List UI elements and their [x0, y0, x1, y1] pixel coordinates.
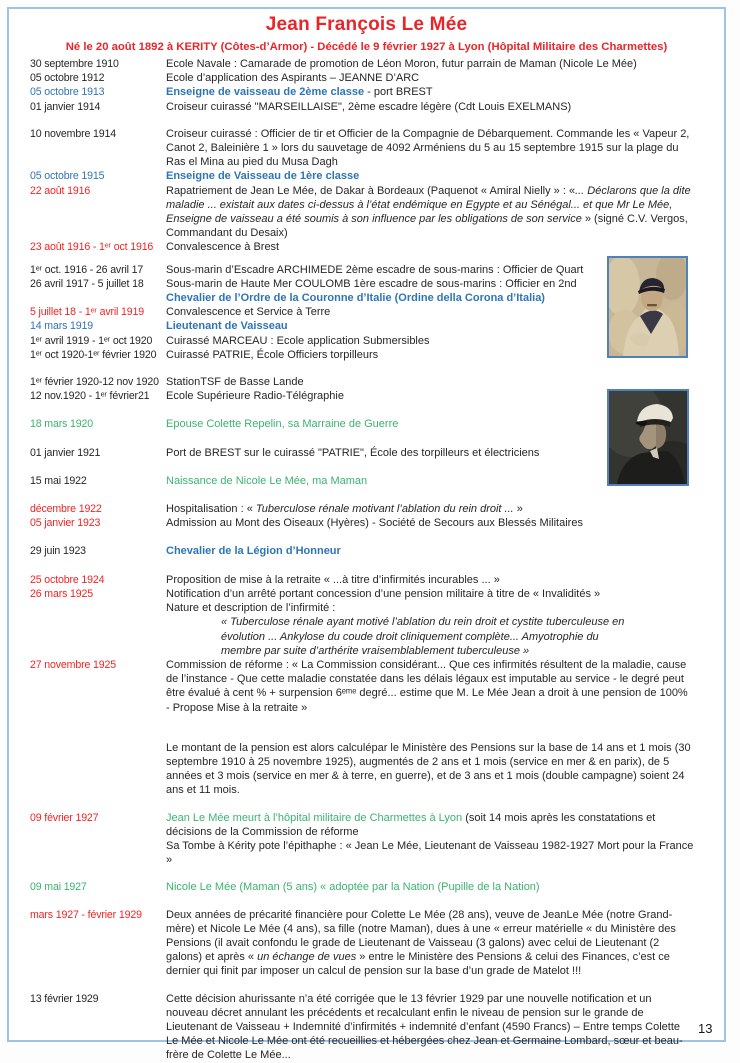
timeline-row	[9, 57, 724, 71]
timeline-text-segment: Tuberculose rénale motivant l’ablation du rein droit ...	[255, 503, 514, 516]
timeline-text-segment: Convalescence à Brest	[166, 241, 280, 254]
timeline-row	[9, 992, 724, 1063]
timeline-text-segment: Nature et description de l’infirmité :	[166, 602, 336, 615]
timeline-date: 26 avril 1917 - 5 juillet 18	[30, 277, 144, 290]
timeline-text-segment: Sous-marin d’Escadre ARCHIMEDE 2ème escadre de sous-marins : Officier de Quart	[166, 263, 584, 276]
timeline-date: 13 février 1929	[30, 992, 99, 1005]
timeline-text	[166, 587, 694, 658]
timeline-text-segment: Croiseur cuirassé "MARSEILLAISE", 2ème escadre légère (Cdt Louis EXELMANS)	[166, 100, 572, 113]
timeline-text	[166, 57, 694, 71]
timeline-row	[9, 169, 724, 183]
timeline-text	[166, 544, 694, 558]
officer-portrait-photo	[607, 389, 689, 486]
timeline-text	[166, 184, 694, 241]
timeline-row	[9, 908, 724, 979]
timeline-text-segment: Deux années de précarité financière pour Colette Le Mée (28 ans), veuve de JeanLe Mée (notre Grand-mère) et Nicole Le Mée (4 ans), sa fille (notre Maman), dues à une « erreur matérielle « du Ministère des Pensions (il avait confondu le grade de Lieutenant de Vaisseau (3 galons) avec celui de Lieutenant (2 galons) et après «	[166, 908, 676, 964]
timeline-row	[9, 184, 724, 241]
timeline-date: 12 nov.1920 - 1ᵉʳ février21	[30, 390, 150, 403]
timeline-text-segment: Proposition de mise à la retraite « ...à titre d’infirmités incurables ... »	[166, 573, 500, 586]
timeline-date: 5 juillet 18 - 1ᵉʳ avril 1919	[30, 306, 145, 319]
timeline-text	[166, 741, 694, 798]
timeline-row	[9, 658, 724, 715]
timeline-date: 18 mars 1920	[30, 418, 93, 431]
timeline-text-segment: Notification d’un arrêté portant concession d’une pension militaire à titre de « Invalidités »	[166, 587, 601, 600]
timeline-text-segment: » (signé C.V. Vergos, Commandant du Desaix)	[166, 213, 688, 240]
timeline-text	[166, 573, 694, 587]
timeline-text-segment: - port BREST	[364, 86, 433, 99]
timeline-text	[166, 908, 694, 979]
timeline-text-segment: Ecole Navale : Camarade de promotion de Léon Moron, futur parrain de Maman (Nicole Le Mée)	[166, 58, 637, 70]
timeline-text	[166, 880, 694, 894]
timeline-text-segment: Commission de réforme : « La Commission considérant... Que ces infirmités résultent de la maladie, cause de l’instance - Que cette maladie constatée dans les délais légaux est imputable au service - le degré peut être évalué à cent % + surpension 6ᵉᵐᵉ degré... estime que M. Le Mée Jean a droit à une pension de 100% - Propose Mise à la retraite »	[166, 658, 688, 714]
timeline-date: 10 novembre 1914	[30, 127, 116, 140]
timeline-text-segment: Jean Le Mée meurt à l’hôpital militaire de Charmettes à Lyon	[166, 811, 463, 824]
page-number: 13	[698, 1021, 713, 1036]
timeline-row	[9, 502, 724, 516]
timeline-date: 05 octobre 1915	[30, 170, 105, 183]
timeline-text-segment: Convalescence et Service à Terre	[166, 306, 331, 319]
timeline	[9, 57, 724, 1063]
timeline-date: 23 août 1916 - 1ᵉʳ oct 1916	[30, 241, 154, 254]
timeline-text-segment: Cette décision ahurissante n’a été corrigée que le 13 février 1929 par une nouvelle notification et un nouveau décret annulant les précédents et recalculant enfin le niveau de pension sur le grande de Lieutenant de Vaisseau + Indemnité d’infirmités + indemnité d’enfant (4590 Francs) – Entre temps Colette Le Mée et Nicole Le Mée ont été recueillies et hébergées chez Jean et Germaine Lombard, sœur et beau-frère de Colette Le Mée...	[166, 992, 683, 1062]
timeline-date	[30, 741, 166, 798]
timeline-text	[166, 658, 694, 715]
timeline-row	[9, 573, 724, 587]
timeline-row	[9, 741, 724, 798]
timeline-row	[9, 100, 724, 114]
timeline-text-segment: Enseigne de vaisseau de 2ème classe	[166, 86, 365, 99]
timeline-text-segment: Cuirassé PATRIE, École Officiers torpilleurs	[166, 348, 379, 361]
timeline-date: 1ᵉʳ oct 1920-1ᵉʳ février 1920	[30, 348, 157, 361]
timeline-text-segment: Epouse Colette Repelin, sa Marraine de Guerre	[166, 418, 399, 431]
timeline-row	[9, 811, 724, 868]
timeline-date: 29 juin 1923	[30, 545, 86, 558]
timeline-text-segment: Le montant de la pension est alors calculépar le Ministère des Pensions sur la base de 14 ans et 1 mois (30 septembre 1910 à 25 novembre 1925), augmentés de 2 ans et 1 mois (service en mer & en parix), de 5 années et 3 mois (service en mer & à terre, en guerre), et de 3 ans et 1 mois (double campagne) soient 24 ans et 11 mois.	[166, 741, 691, 797]
timeline-text-segment: Croiseur cuirassé : Officier de tir et Officier de la Compagnie de Débarquement. Commande les « Vapeur 2, Canot 2, Baleinière 1 » lors du sauvetage de 4092 Arméniens du 5 au 15 septembre 1915 sur la plage du Ras el Mina au pied du Musa Dagh	[166, 127, 690, 169]
timeline-date: 15 mai 1922	[30, 474, 87, 487]
page-title: Jean François Le Mée	[265, 14, 468, 35]
timeline-date: mars 1927 - février 1929	[30, 908, 142, 921]
timeline-text-segment: (soit 14 mois après les constatations et décisions de la Commission de réforme	[166, 811, 656, 838]
timeline-text	[166, 85, 694, 99]
sailor-photo-art	[609, 258, 686, 356]
timeline-text-segment: Rapatriement de Jean Le Mée, de Dakar à Bordeaux (Paquenot « Amiral Nielly » : «	[166, 184, 576, 197]
timeline-text	[166, 71, 694, 85]
timeline-row	[9, 240, 724, 254]
timeline-text-segment: Hospitalisation : «	[166, 503, 256, 516]
timeline-row	[9, 880, 724, 894]
sailor-group-photo	[607, 256, 688, 358]
timeline-row	[9, 587, 724, 658]
timeline-text	[166, 100, 694, 114]
timeline-date: 22 août 1916	[30, 184, 91, 197]
document-page	[7, 7, 726, 1062]
timeline-row	[9, 516, 724, 530]
timeline-text-segment: Nicole Le Mée (Maman (5 ans) « adoptée par la Nation (Pupille de la Nation)	[166, 881, 540, 894]
timeline-text-segment: Chevalier de la Légion d’Honneur	[166, 545, 341, 558]
timeline-text-segment: Naissance de Nicole Le Mée, ma Maman	[166, 474, 368, 487]
timeline-row	[9, 85, 724, 99]
timeline-text-segment: StationTSF de Basse Lande	[166, 376, 304, 389]
timeline-date: 30 septembre 1910	[30, 58, 119, 70]
timeline-date: 05 octobre 1913	[30, 86, 105, 99]
timeline-text-segment: »	[513, 503, 523, 516]
timeline-text-segment: ... Déclarons que la dite maladie ... existait aux dates ci-dessus à l’état endémique en Egypte et au Sénégal... et que Mr Le Mée, Enseigne de vaisseau a été soumis à son influence par les obligations de son service	[166, 184, 691, 226]
timeline-text-segment: Sous-marin de Haute Mer COULOMB 1ère escadre de sous-marins : Officier en 2nd	[166, 277, 577, 290]
timeline-date: 1ᵉʳ février 1920-12 nov 1920	[30, 376, 159, 389]
timeline-date: 14 mars 1919	[30, 320, 93, 333]
timeline-text-segment: Admission au Mont des Oiseaux (Hyères) - Société de Secours aux Blessés Militaires	[166, 517, 583, 530]
timeline-text	[166, 375, 694, 389]
timeline-text-segment: Lieutenant de Vaisseau	[166, 320, 288, 333]
timeline-text-segment: Ecole d’application des Aspirants – JEANNE D’ARC	[166, 72, 420, 85]
timeline-text	[166, 811, 694, 868]
timeline-date: 25 octobre 1924	[30, 573, 105, 586]
timeline-date: 05 octobre 1912	[30, 72, 105, 85]
timeline-text	[166, 240, 694, 254]
timeline-row	[9, 127, 724, 170]
timeline-date: 01 janvier 1921	[30, 446, 101, 459]
timeline-text	[166, 992, 694, 1063]
timeline-date: 27 novembre 1925	[30, 658, 116, 671]
timeline-text-segment: Cuirassé MARCEAU : Ecole application Submersibles	[166, 334, 430, 347]
timeline-date: 1ᵉʳ oct. 1916 - 26 avril 17	[30, 263, 144, 276]
timeline-date: 26 mars 1925	[30, 587, 93, 600]
timeline-date: 05 janvier 1923	[30, 517, 101, 530]
timeline-text	[166, 516, 694, 530]
page-subtitle: Né le 20 août 1892 à KERITY (Côtes-d’Armor) - Décédé le 9 février 1927 à Lyon (Hôpital Militaire des Charmettes)	[65, 41, 668, 53]
timeline-date: 1ᵉʳ avril 1919 - 1ᵉʳ oct 1920	[30, 334, 153, 347]
timeline-row	[9, 71, 724, 85]
timeline-text-segment: Enseigne de Vaisseau de 1ère classe	[166, 170, 360, 183]
timeline-text	[166, 127, 694, 170]
timeline-text	[166, 169, 694, 183]
timeline-date: décembre 1922	[30, 503, 102, 516]
timeline-date: 01 janvier 1914	[30, 100, 101, 113]
timeline-text-segment: « Tuberculose rénale ayant motivé l’ablation du rein droit et cystite tuberculeuse en évolution ... Ankylose du coude droit cliniquement complète... Amyotrophie du membre par suite d’arthérite vraisemblablement tuberculeuse »	[221, 616, 625, 657]
timeline-text-segment: Ecole Supérieure Radio-Télégraphie	[166, 390, 344, 403]
timeline-row	[9, 375, 724, 389]
timeline-row	[9, 544, 724, 558]
timeline-text-segment: Chevalier de l’Ordre de la Couronne d’Italie (Ordine della Corona d’Italia)	[166, 292, 545, 305]
timeline-text-segment: Sa Tombe à Kérity pote l’épithaphe : « Jean Le Mée, Lieutenant de Vaisseau 1982-1927 Mort pour la France »	[166, 839, 694, 867]
timeline-text-segment: un échange de vues	[257, 951, 357, 964]
timeline-date: 09 février 1927	[30, 811, 99, 824]
timeline-date: 09 mai 1927	[30, 881, 87, 894]
timeline-text-segment: » entre le Ministère des Pensions & celui des Finances, c’est ce dernier qui finit par imposer un calcul de pension sur la base d’un grade de Matelot !!!	[166, 951, 670, 978]
timeline-text	[166, 502, 694, 516]
officer-photo-art	[609, 391, 687, 484]
timeline-text-segment: Port de BREST sur le cuirassé "PATRIE", École des torpilleurs et électriciens	[166, 446, 540, 459]
